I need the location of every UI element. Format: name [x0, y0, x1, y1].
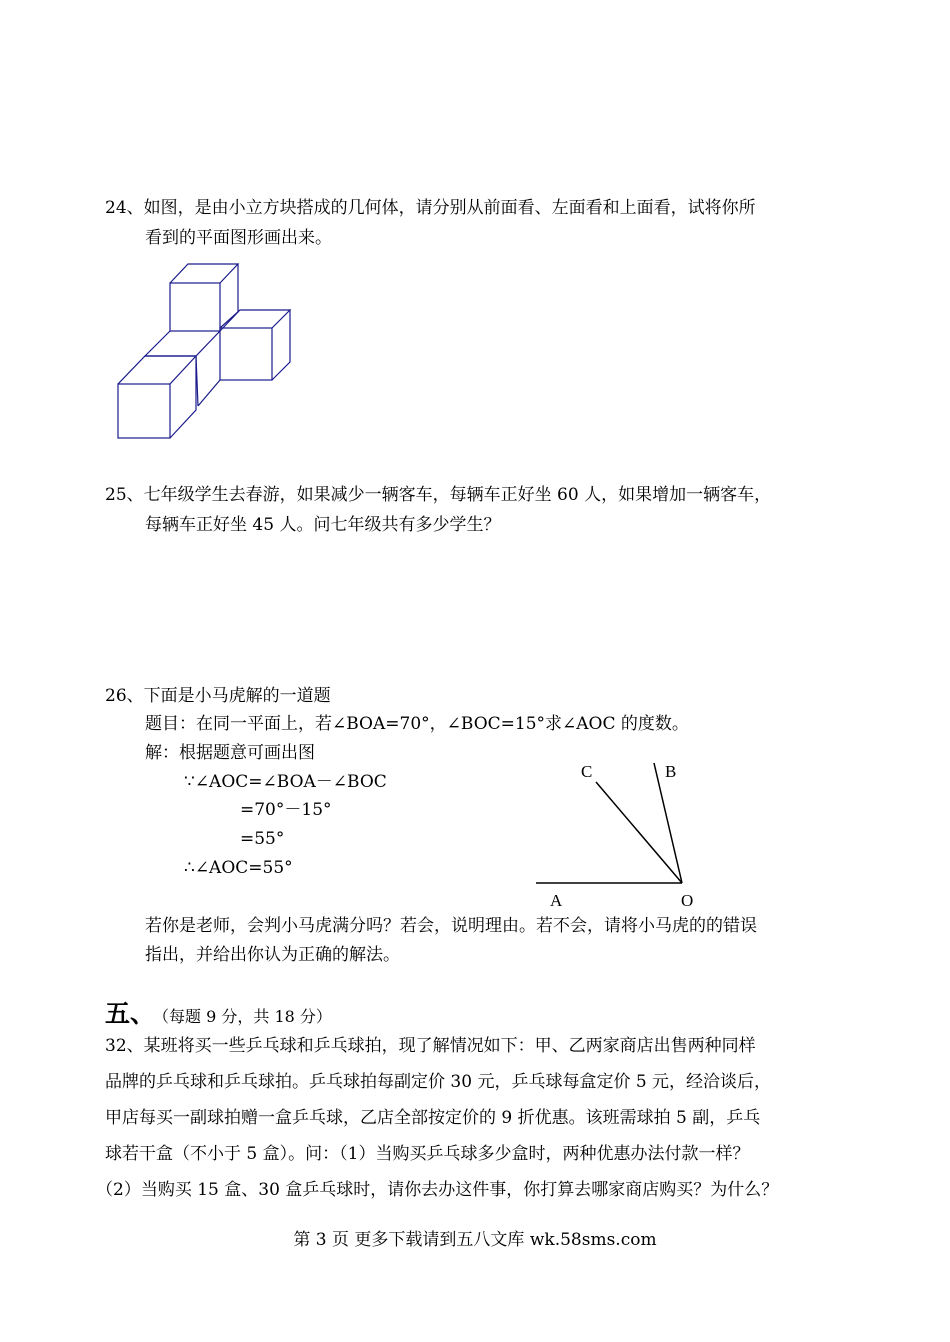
angle-figure	[520, 750, 720, 915]
q32-line-3: 甲店每买一副球拍赠一盒乒乓球，乙店全部按定价的 9 折优惠。该班需球拍 5 副，乒乓	[105, 1108, 761, 1128]
q24-line-1: 24、如图，是由小立方块搭成的几何体，请分别从前面看、左面看和上面看，试将你所	[105, 198, 756, 218]
q26-step-2: =70°－15°	[240, 800, 332, 820]
middle-cube	[145, 331, 220, 356]
label-o: O	[681, 891, 694, 910]
right-cube-top	[220, 310, 290, 328]
top-cube-top	[170, 264, 238, 283]
ray-ob	[654, 763, 682, 883]
cubes-figure	[110, 258, 300, 448]
section-5-header	[105, 1000, 332, 1031]
label-c: C	[581, 762, 593, 781]
section-5-heading: 五、	[105, 999, 156, 1028]
q32-line-5: （2）当购买 15 盒、30 盒乒乓球时，请你去办这件事，你打算去哪家商店购买？为什么？	[96, 1180, 779, 1200]
q32-line-4: 球若干盒（不小于 5 盒）。问：（1）当购买乒乓球多少盒时，两种优惠办法付款一样？	[105, 1144, 750, 1164]
q32-line-2: 品牌的乒乓球和乒乓球拍。乒乓球拍每副定价 30 元，乒乓球每盒定价 5 元，经洽谈后，	[105, 1072, 772, 1092]
label-a: A	[550, 891, 563, 910]
q24-line-2: 看到的平面图形画出来。	[145, 228, 332, 248]
q26-ask-2: 指出，并给出你认为正确的解法。	[145, 945, 400, 965]
ray-oc	[596, 782, 682, 883]
top-cube-front	[170, 283, 220, 331]
section-5-note: （每题 9 分，共 18 分）	[161, 1007, 332, 1026]
q25-line-1: 25、七年级学生去春游，如果减少一辆客车，每辆车正好坐 60 人，如果增加一辆客车，	[105, 485, 772, 505]
q32-line-1: 32、某班将买一些乒乓球和乒乓球拍，现了解情况如下：甲、乙两家商店出售两种同样	[105, 1036, 756, 1056]
q26-title: 26、下面是小马虎解的一道题	[105, 686, 331, 706]
right-cube-front	[220, 328, 272, 380]
q26-step-1: ∵∠AOC=∠BOA－∠BOC	[184, 772, 387, 792]
q26-solution-intro: 解：根据题意可画出图	[145, 743, 315, 763]
front-cube-front	[118, 384, 170, 438]
page-footer: 第 3 页 更多下载请到五八文库 wk.58sms.com	[293, 1230, 657, 1250]
front-cube-side	[170, 356, 196, 438]
q26-ask-1: 若你是老师，会判小马虎满分吗？若会，说明理由。若不会，请将小马虎的的错误	[145, 916, 757, 936]
front-cube-top	[118, 356, 196, 384]
q26-step-4: ∴∠AOC=55°	[184, 858, 293, 878]
right-cube-side	[272, 310, 290, 380]
q26-problem: 题目：在同一平面上，若∠BOA=70°，∠BOC=15°求∠AOC 的度数。	[145, 714, 689, 734]
label-b: B	[665, 762, 677, 781]
q26-step-3: =55°	[240, 829, 285, 849]
q25-line-2: 每辆车正好坐 45 人。问七年级共有多少学生？	[145, 515, 501, 535]
